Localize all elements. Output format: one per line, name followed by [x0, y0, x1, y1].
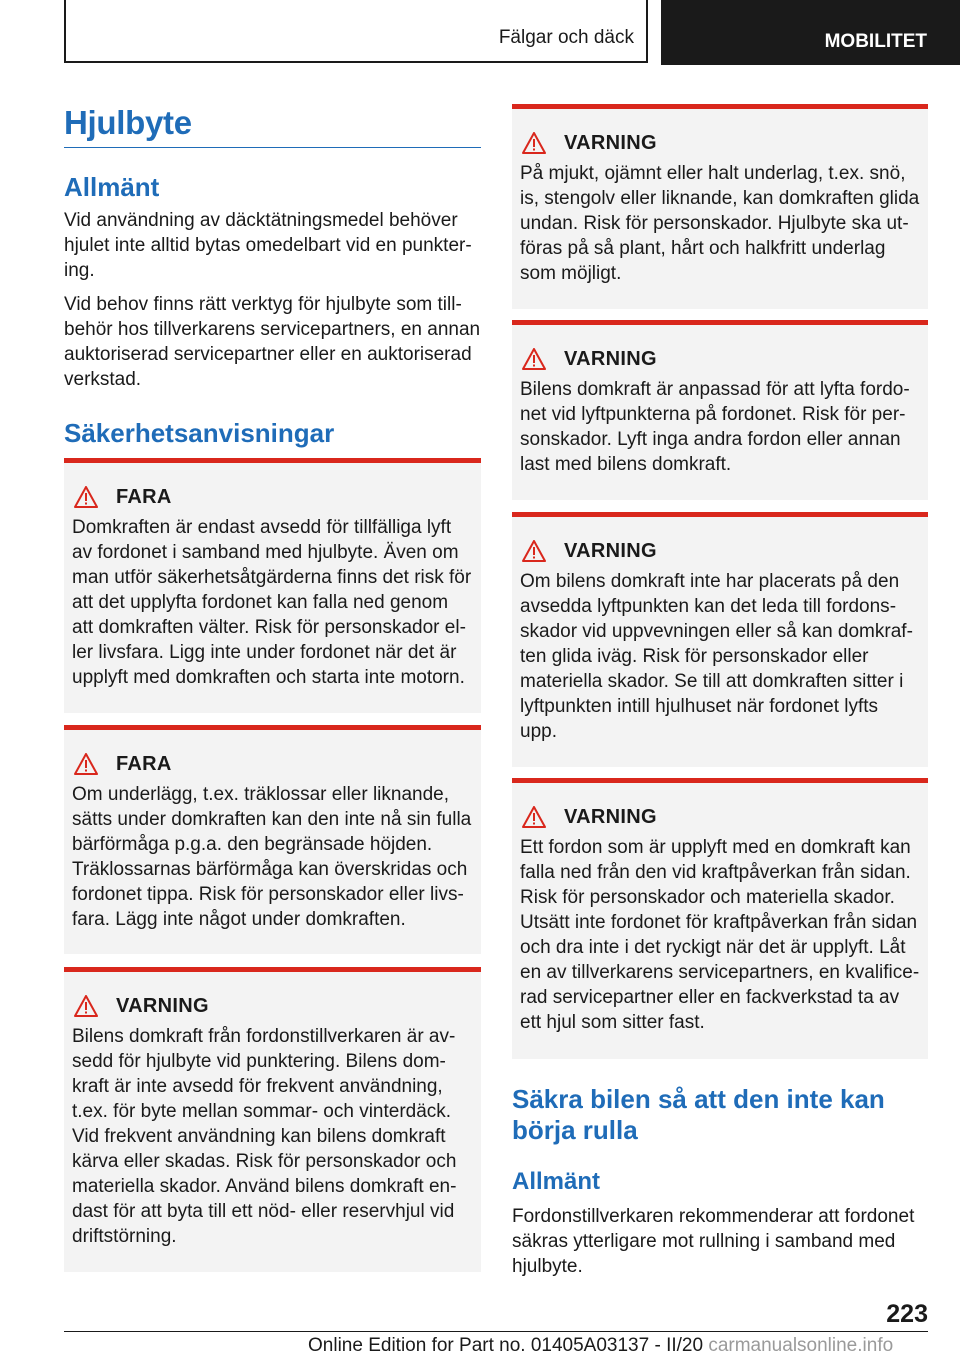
secure-paragraph: Fordonstillverkaren rekommenderar att fordonet säkras ytterligare mot rullning i samband med hjulbyte.: [512, 1206, 915, 1277]
general-paragraph-2: Vid behov finns rätt verktyg för hjulbyte som tillbehör hos tillverkarens servicepartners, en annan auktoriserad servicepartner eller en auktoriserad verkstad.: [64, 294, 481, 390]
warning-box: [512, 320, 928, 500]
section-tab: [661, 0, 960, 65]
danger-box: [64, 725, 481, 954]
box-label: VARNING: [564, 805, 657, 828]
danger-box: [64, 458, 481, 713]
secure-heading: Säkra bilen så att den inte kan börja rulla: [512, 1084, 885, 1145]
safety-heading: Säkerhetsanvisningar: [64, 418, 335, 448]
box-label: FARA: [116, 485, 172, 508]
box-text: Domkraften är endast avsedd för tillfälliga lyft av fordonet i samband med hjulbyte. Även om man utför säkerhetsåtgärderna finns det risk för att det upplyfta fordonet kan falla ned genom att domkraften välter. Risk för personskador eller livsfara. Ligg inte under fordonet när det är upplyft med domkraften och starta inte motorn.: [72, 517, 472, 688]
warning-triangle-icon: [522, 540, 546, 562]
warning-triangle-icon: [522, 348, 546, 370]
warning-box: [512, 778, 928, 1059]
box-label: VARNING: [564, 131, 657, 154]
section-title: MOBILITET: [824, 31, 927, 52]
box-text: Ett fordon som är upplyft med en domkraft kan falla ned från den vid kraftpåverkan från sidan. Risk för personskador och materiella skador. Utsätt inte fordonet för kraftpåverkan från sidan och dra inte i det ryckigt när det är upplyft. Låt en av tillverkarens servicepartners, en kvalificerad servicepartner eller en fackverkstad ta av ett hjul som sitter fast.: [520, 837, 920, 1033]
box-text: Om bilens domkraft inte har placerats på den avsedda lyftpunkten kan det leda till fordonsskador vid uppvevningen eller så kan domkraften glida iväg. Risk för personskador eller materiella skador. Se till att domkraften sitter i lyftpunkten intill hjulhuset när fordonet lyfts upp.: [520, 571, 913, 742]
box-text: Bilens domkraft från fordonstillverkaren är avsedd för hjulbyte vid punktering. Bilens domkraft är inte avsedd för frekvent användning, t.ex. för byte mellan sommar- och vinterdäck. Vid frekvent användning kan bilens domkraft kärva eller skadas. Risk för personskador och materiella skador. Använd bilens domkraft endast för att byta till ett nöd- eller reservhjul vid driftstörning.: [72, 1026, 457, 1247]
warning-box: [512, 512, 928, 767]
warning-box: [512, 104, 928, 309]
page-number: 223: [886, 1300, 928, 1328]
box-label: VARNING: [116, 994, 209, 1017]
edition-text: Online Edition for Part no. 01405A03137 - II/20: [308, 1335, 704, 1356]
box-label: FARA: [116, 752, 172, 775]
warning-triangle-icon: [522, 806, 546, 828]
general-heading: Allmänt: [64, 172, 160, 202]
box-label: VARNING: [564, 539, 657, 562]
box-label: VARNING: [564, 347, 657, 370]
warning-box: [64, 967, 481, 1272]
warning-triangle-icon: [522, 132, 546, 154]
box-text: Om underlägg, t.ex. träklossar eller liknande, sätts under domkraften kan den inte nå sin fulla bärförmåga p.g.a. den begränsade höjden. Träklossarnas bärförmåga kan överskridas och fordonet tippa. Risk för personskador eller livsfara. Lägg inte något under domkraften.: [72, 784, 472, 930]
box-text: Bilens domkraft är anpassad för att lyfta fordonet vid lyftpunkterna på fordonet. Risk för personskador. Lyft inga andra fordon eller annan last med bilens domkraft.: [520, 379, 910, 475]
box-text: På mjukt, ojämnt eller halt underlag, t.ex. snö, is, stengolv eller liknande, kan domkraften glida undan. Risk för personskador. Hjulbyte ska utföras på så plant, hårt och halkfritt underlag som möjligt.: [520, 163, 920, 284]
title-divider: [64, 147, 481, 148]
footer-edition: [308, 1335, 893, 1357]
warning-triangle-icon: [74, 995, 98, 1017]
watermark: carmanualsonline.info: [708, 1335, 894, 1356]
general-paragraph-1: Vid användning av däcktätningsmedel behöver hjulet inte alltid bytas omedelbart vid en punktering.: [64, 210, 472, 281]
footer-divider: [64, 1331, 928, 1332]
chapter-title: Fälgar och däck: [498, 27, 634, 48]
chapter-tab: [64, 0, 648, 63]
secure-subheading: Allmänt: [512, 1168, 601, 1195]
warning-triangle-icon: [74, 486, 98, 508]
warning-triangle-icon: [74, 753, 98, 775]
page-title: Hjulbyte: [64, 104, 192, 141]
